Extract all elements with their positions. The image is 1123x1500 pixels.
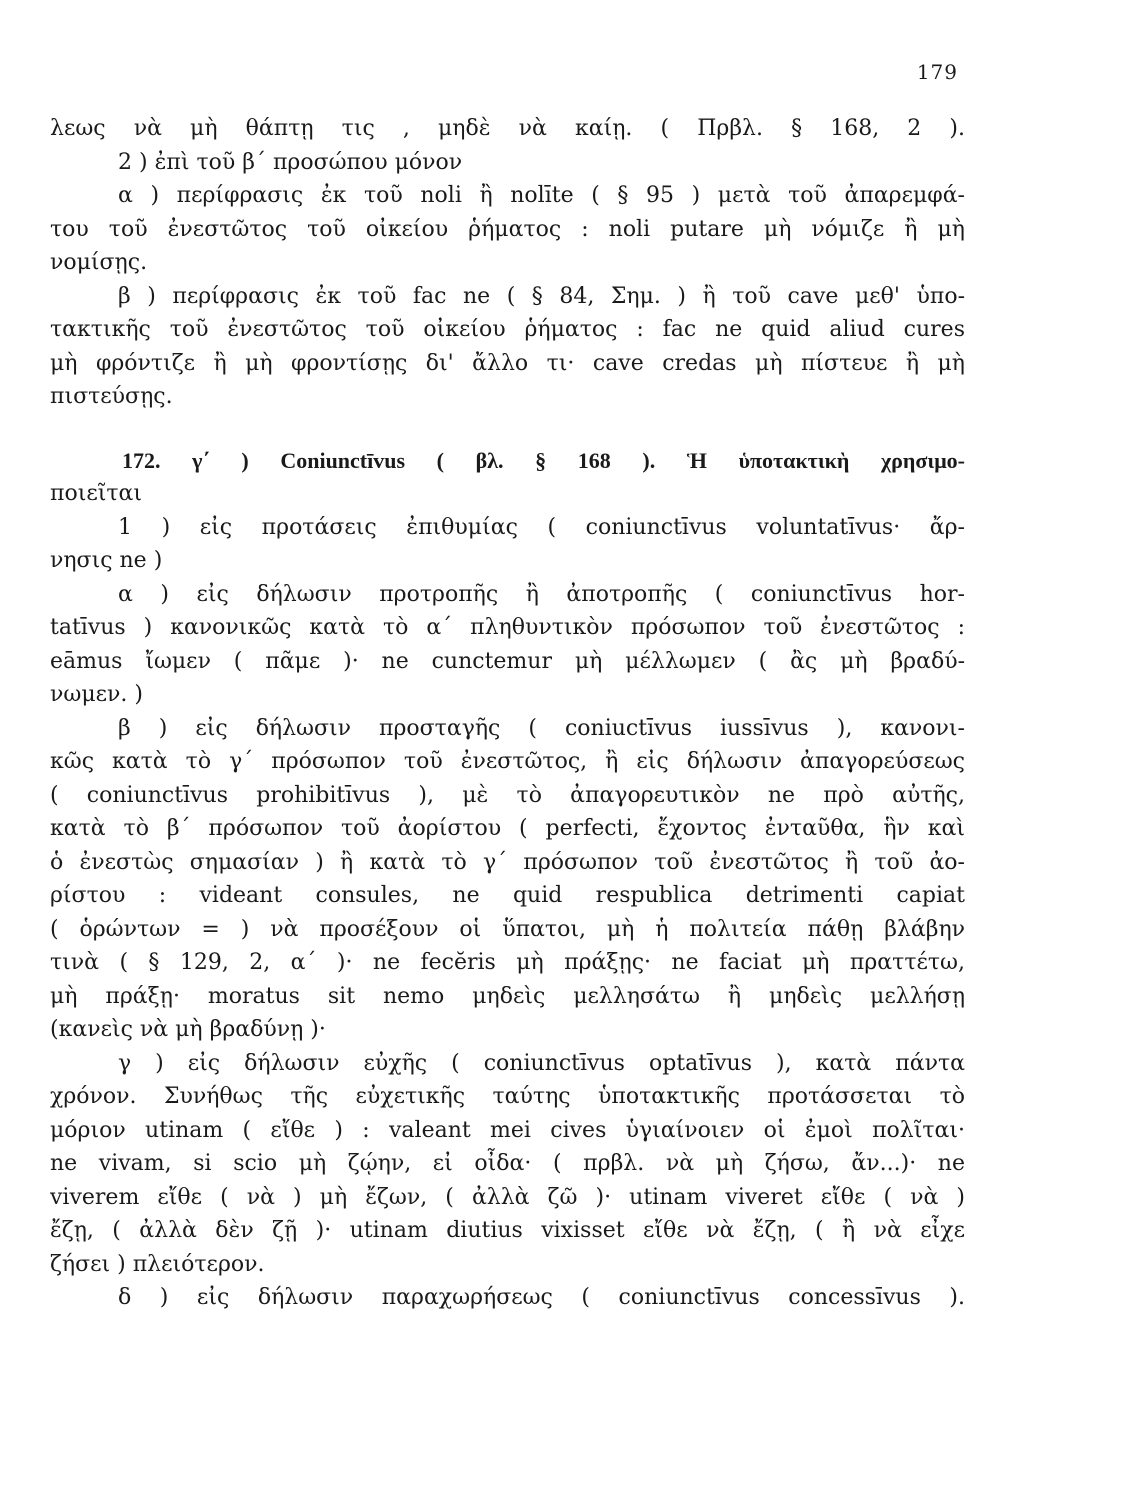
text-line: νομίσῃς. bbox=[50, 250, 148, 275]
text-line: δ ) εἰς δήλωσιν παραχωρήσεως ( coniunctīvus concessīvus ). bbox=[118, 1285, 965, 1310]
text-line: ἔζῃ, ( ἀλλὰ δὲν ζῇ )· utinam diutius vixisset εἴθε νὰ ἔζῃ, ( ἢ νὰ εἶχε bbox=[50, 1218, 965, 1243]
text-line: πιστεύσῃς. bbox=[50, 384, 173, 409]
page-number: 179 bbox=[916, 60, 958, 84]
text-line: νωμεν. ) bbox=[50, 682, 143, 707]
text-line: μὴ πράξῃ· moratus sit nemo μηδεὶς μελλησάτω ἢ μηδεὶς μελλήσῃ bbox=[50, 983, 965, 1009]
text-line: ρίστου : videant consules, ne quid respublica detrimenti capiat bbox=[50, 883, 965, 908]
text-line: 1 ) εἰς προτάσεις ἐπιθυμίας ( coniunctīvus voluntatīvus· ἄρ- bbox=[118, 514, 965, 540]
text-line: ὁ ἐνεστὼς σημασίαν ) ἢ κατὰ τὸ γ΄ πρόσωπον τοῦ ἐνεστῶτος ἢ τοῦ ἀο- bbox=[50, 849, 965, 875]
text-line: eāmus ἴωμεν ( πᾶμε )· ne cunctemur μὴ μέλλωμεν ( ἂς μὴ βραδύ- bbox=[50, 648, 965, 674]
text-line: (κανεὶς νὰ μὴ βραδύνῃ )· bbox=[50, 1017, 326, 1042]
text-line: χρόνον. Συνήθως τῆς εὐχετικῆς ταύτης ὑποτακτικῆς προτάσσεται τὸ bbox=[50, 1084, 965, 1109]
text-line: β ) εἰς δήλωσιν προσταγῆς ( coniuctīvus iussīvus ), κανονι- bbox=[118, 715, 965, 741]
text-line: α ) περίφρασις ἐκ τοῦ noli ἢ nolīte ( § 95 ) μετὰ τοῦ ἀπαρεμφά- bbox=[118, 183, 965, 208]
text-line: τακτικῆς τοῦ ἐνεστῶτος τοῦ οἰκείου ῥήματος : fac ne quid aliud cures bbox=[50, 317, 965, 342]
text-line: α ) εἰς δήλωσιν προτροπῆς ἢ ἀποτροπῆς ( coniunctīvus hor- bbox=[118, 581, 965, 607]
text-line: ( coniunctīvus prohibitīvus ), μὲ τὸ ἀπαγορευτικὸν ne πρὸ αὐτῆς, bbox=[50, 782, 965, 808]
text-line: γ ) εἰς δήλωσιν εὐχῆς ( coniunctīvus optatīvus ), κατὰ πάντα bbox=[118, 1050, 965, 1076]
text-line: του τοῦ ἐνεστῶτος τοῦ οἰκείου ῥήματος : noli putare μὴ νόμιζε ἢ μὴ bbox=[50, 216, 965, 242]
body-text bbox=[50, 112, 965, 1315]
text-line: 2 ) ἐπὶ τοῦ β΄ προσώπου μόνον bbox=[118, 149, 463, 175]
section-heading: 172. γ΄ ) Coniunctīvus ( βλ. § 168 ). Ἡ ὑποτακτικὴ χρησιμο- bbox=[122, 447, 965, 473]
text-line: μόριον utinam ( εἴθε ) : valeant mei cives ὑγιαίνοιεν οἱ ἐμοὶ πολῖται· bbox=[50, 1117, 965, 1143]
text-line: ( ὁρώντων = ) νὰ προσέξουν οἱ ὕπατοι, μὴ ἡ πολιτεία πάθῃ βλάβην bbox=[50, 916, 965, 942]
text-line: tatīvus ) κανονικῶς κατὰ τὸ α΄ πληθυντικὸν πρόσωπον τοῦ ἐνεστῶτος : bbox=[50, 615, 965, 640]
text-line: λεως νὰ μὴ θάπτῃ τις , μηδὲ νὰ καίῃ. ( Πρβλ. § 168, 2 ). bbox=[50, 116, 965, 141]
text-line: ζήσει ) πλειότερον. bbox=[50, 1251, 265, 1277]
text-line: κῶς κατὰ τὸ γ΄ πρόσωπον τοῦ ἐνεστῶτος, ἢ εἰς δήλωσιν ἀπαγορεύσεως bbox=[50, 749, 965, 774]
text-line: ne vivam, si scio μὴ ζῴην, εἰ οἶδα· ( πρβλ. νὰ μὴ ζήσω, ἄν...)· ne bbox=[50, 1151, 965, 1176]
text-line: τινὰ ( § 129, 2, α΄ )· ne fecĕris μὴ πράξῃς· ne faciat μὴ πραττέτω, bbox=[50, 950, 965, 975]
text-line: νησις ne ) bbox=[50, 548, 163, 573]
text-line: μὴ φρόντιζε ἢ μὴ φροντίσῃς δι' ἄλλο τι· cave credas μὴ πίστευε ἢ μὴ bbox=[50, 350, 965, 376]
text-line: viverem εἴθε ( νὰ ) μὴ ἔζων, ( ἀλλὰ ζῶ )· utinam viveret εἴθε ( νὰ ) bbox=[50, 1184, 965, 1210]
text-line: ποιεῖται bbox=[50, 481, 143, 506]
text-line: κατὰ τὸ β΄ πρόσωπον τοῦ ἀορίστου ( perfecti, ἔχοντος ἐνταῦθα, ἣν καὶ bbox=[50, 816, 965, 841]
text-line: β ) περίφρασις ἐκ τοῦ fac ne ( § 84, Σημ. ) ἢ τοῦ cave μεθ' ὑπο- bbox=[118, 283, 965, 309]
